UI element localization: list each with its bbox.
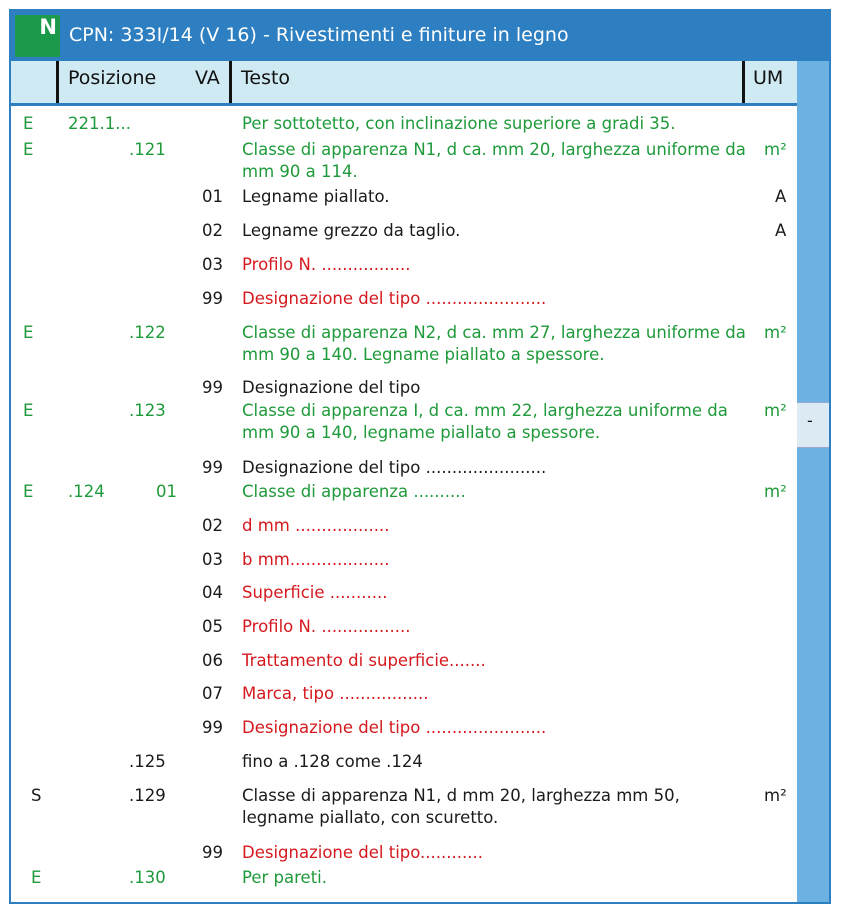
row-text: Superficie ........... bbox=[242, 583, 388, 602]
row-um: A bbox=[775, 221, 787, 240]
row-text: fino a .128 come .124 bbox=[242, 752, 423, 771]
row-um: A bbox=[775, 187, 787, 206]
catalog-window bbox=[9, 9, 831, 904]
row-text: Classe di apparenza N2, d ca. mm 27, larghezza uniforme da mm 90 a 140. Legname piallato a spessore. bbox=[242, 323, 746, 364]
row-text: Designazione del tipo ....................... bbox=[242, 458, 547, 477]
row-position: .124 bbox=[68, 482, 105, 501]
header-posizione[interactable]: Posizione bbox=[68, 67, 157, 89]
row-subposition: .123 bbox=[129, 401, 166, 420]
row-flag: E bbox=[23, 401, 34, 420]
row-va: 99 bbox=[202, 458, 223, 477]
row-va: 06 bbox=[202, 651, 223, 670]
row-text: b mm................... bbox=[242, 550, 390, 569]
row-subposition: .129 bbox=[129, 786, 166, 805]
row-text: Profilo N. ................. bbox=[242, 255, 411, 274]
row-text: Designazione del tipo............ bbox=[242, 843, 483, 862]
row-flag: E bbox=[23, 114, 34, 133]
row-um: m² bbox=[764, 323, 787, 342]
row-text: Marca, tipo ................. bbox=[242, 684, 429, 703]
row-text: Profilo N. ................. bbox=[242, 617, 411, 636]
row-flag: E bbox=[31, 868, 42, 887]
row-text: Per pareti. bbox=[242, 868, 327, 887]
row-va: 02 bbox=[202, 221, 223, 240]
row-va: 03 bbox=[202, 255, 223, 274]
window-title: CPN: 333I/14 (V 16) - Rivestimenti e finiture in legno bbox=[69, 24, 569, 46]
scrollbar-thumb[interactable]: - bbox=[797, 402, 829, 448]
row-text: Trattamento di superficie....... bbox=[242, 651, 486, 670]
header-testo[interactable]: Testo bbox=[241, 67, 291, 89]
row-text: Legname grezzo da taglio. bbox=[242, 221, 461, 240]
position-list bbox=[11, 11, 797, 904]
row-flag: E bbox=[23, 482, 34, 501]
row-text: Legname piallato. bbox=[242, 187, 390, 206]
vertical-scrollbar[interactable] bbox=[797, 61, 829, 904]
row-va: 02 bbox=[202, 516, 223, 535]
row-subposition: .122 bbox=[129, 323, 166, 342]
row-text: Per sottotetto, con inclinazione superiore a gradi 35. bbox=[242, 114, 676, 133]
row-va: 01 bbox=[202, 187, 223, 206]
row-text: Designazione del tipo ....................... bbox=[242, 289, 547, 308]
row-va: 99 bbox=[202, 289, 223, 308]
row-um: m² bbox=[764, 401, 787, 420]
header-va[interactable]: VA bbox=[195, 67, 220, 89]
row-um: m² bbox=[764, 482, 787, 501]
row-text: Classe di apparenza .......... bbox=[242, 482, 466, 501]
row-text: Classe di apparenza I, d ca. mm 22, larghezza uniforme da mm 90 a 140, legname piallato a spessore. bbox=[242, 401, 728, 442]
row-va: 99 bbox=[202, 378, 223, 397]
row-subposition: 01 bbox=[156, 482, 177, 501]
row-subposition: .130 bbox=[129, 868, 166, 887]
row-text: Designazione del tipo bbox=[242, 378, 421, 397]
header-um[interactable]: UM bbox=[753, 67, 784, 89]
row-va: 99 bbox=[202, 843, 223, 862]
row-flag: E bbox=[23, 323, 34, 342]
row-text: Classe di apparenza N1, d mm 20, larghezza mm 50, legname piallato, con scuretto. bbox=[242, 786, 680, 827]
row-flag: E bbox=[23, 140, 34, 159]
row-um: m² bbox=[764, 786, 787, 805]
row-um: m² bbox=[764, 140, 787, 159]
row-position: 221.1... bbox=[68, 114, 131, 133]
row-subposition: .121 bbox=[129, 140, 166, 159]
row-text: Designazione del tipo ....................... bbox=[242, 718, 547, 737]
row-va: 05 bbox=[202, 617, 223, 636]
row-va: 03 bbox=[202, 550, 223, 569]
row-va: 04 bbox=[202, 583, 223, 602]
row-va: 99 bbox=[202, 718, 223, 737]
row-text: Classe di apparenza N1, d ca. mm 20, larghezza uniforme da mm 90 a 114. bbox=[242, 140, 746, 181]
logo-letter: N bbox=[39, 15, 57, 39]
row-text: d mm .................. bbox=[242, 516, 390, 535]
row-flag: S bbox=[31, 786, 42, 805]
row-va: 07 bbox=[202, 684, 223, 703]
row-subposition: .125 bbox=[129, 752, 166, 771]
